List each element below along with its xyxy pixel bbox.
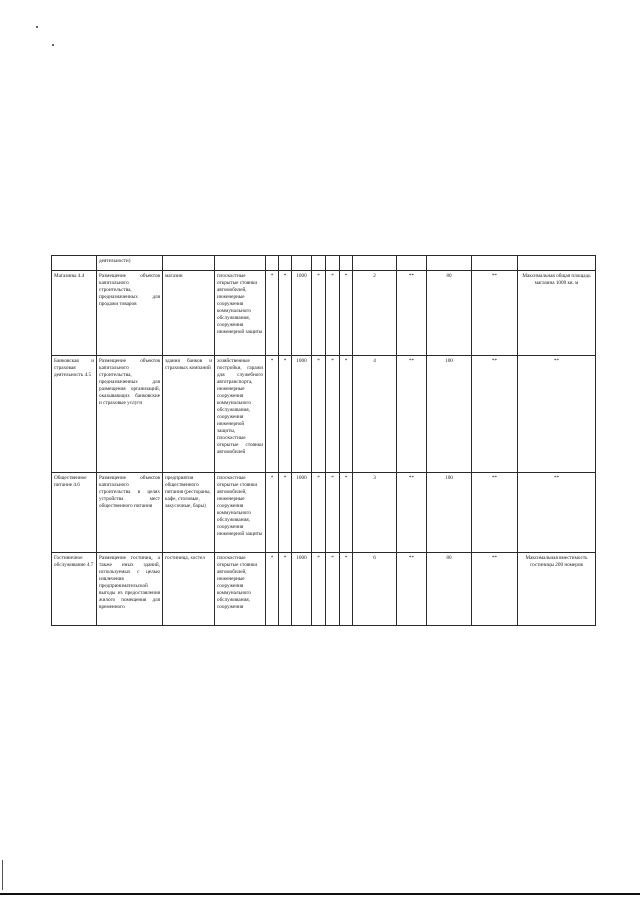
page-bottom-rule [0,893,640,895]
param-cell: * [266,473,279,553]
note-cell: ** [518,356,596,473]
param-cell: * [279,553,292,626]
auxiliary-uses: плоскостные открытые стоянки автомобилей, инженерные сооружения коммунального обслуживания, сооружения инженерной защиты [215,271,266,356]
param-cell: ** [397,553,427,626]
auxiliary-uses: плоскостные открытые стоянки автомобилей, инженерные сооружения коммунального обслуживания, сооружения инженерной защиты [215,473,266,553]
param-cell: ** [472,473,518,553]
param-cell: * [312,553,326,626]
use-type-name: Общественное питание 4.6 [52,473,97,553]
param-cell: ** [472,356,518,473]
param-cell: * [340,473,353,553]
param-cell: * [326,553,340,626]
param-cell: ** [472,553,518,626]
note-cell: ** [518,473,596,553]
param-cell: * [312,356,326,473]
param-cell: * [326,473,340,553]
min-area-cell: 1000 [292,271,312,356]
use-examples: здания банков и страховых компаний [163,356,215,473]
scan-edge-mark [2,860,3,890]
max-floors-cell: 4 [353,356,397,473]
use-description: Размещение объектов капитального строительства, предназначенных для продажи товаров [97,271,163,356]
use-description: Размещение объектов капитального строительства в целях устройства мест общественного питания [97,473,163,553]
use-examples: гостиница, хостел [163,553,215,626]
param-cell: * [340,356,353,473]
max-coverage-cell: 100 [427,356,472,473]
use-type-name: Банковская и страховая деятельность 4.5 [52,356,97,473]
param-cell: * [266,356,279,473]
use-examples: магазин [163,271,215,356]
table-row [52,356,596,473]
min-area-cell: 1000 [292,473,312,553]
param-cell: * [279,473,292,553]
table-row [52,553,596,626]
param-cell: * [340,271,353,356]
param-cell: * [279,271,292,356]
param-cell: * [279,356,292,473]
param-cell: * [340,553,353,626]
land-use-regulations-table [51,255,596,626]
max-floors-cell: 2 [353,271,397,356]
min-area-cell: 1000 [292,553,312,626]
note-cell: Максимальная вместимость гостиницы 200 номеров [518,553,596,626]
max-floors-cell: 6 [353,553,397,626]
param-cell: * [326,356,340,473]
param-cell: * [266,271,279,356]
param-cell: ** [397,473,427,553]
table-row [52,271,596,356]
param-cell: * [266,553,279,626]
param-cell: * [326,271,340,356]
activity-continuation-cell: деятельности) [97,256,163,271]
max-coverage-cell: 80 [427,553,472,626]
param-cell: ** [397,356,427,473]
max-coverage-cell: 100 [427,473,472,553]
use-type-name: Гостиничное обслуживание 4.7 [52,553,97,626]
param-cell: ** [397,271,427,356]
param-cell: * [312,271,326,356]
param-cell: ** [472,271,518,356]
scan-speck [36,26,38,28]
note-cell: Максимальная общая площадь магазина 1000 кв. м [518,271,596,356]
param-cell: * [312,473,326,553]
table-row [52,473,596,553]
auxiliary-uses: хозяйственные постройки, гаражи для служебного автотранспорта, инженерные сооружения коммунального обслуживания, сооружения инженерной защиты, плоскостные открытые стоянки автомобилей [215,356,266,473]
use-type-name: Магазины 4.4 [52,271,97,356]
min-area-cell: 1000 [292,356,312,473]
auxiliary-uses: плоскостные открытые стоянки автомобилей, инженерные сооружения коммунального обслуживания, сооружения [215,553,266,626]
max-floors-cell: 3 [353,473,397,553]
use-description: Размещение объектов капитального строительства, предназначенных для размещения организаций, оказывающих банковские и страховые услуги [97,356,163,473]
use-description: Размещение гостиниц, а также иных зданий, используемых с целью извлечения предпринимательской выгоды из предоставления жилого помещения для временного [97,553,163,626]
scan-speck [52,44,54,46]
table-row-continuation [52,256,596,271]
max-coverage-cell: 80 [427,271,472,356]
use-examples: предприятия общественного питания (рестораны, кафе, столовые, закусочные, бары) [163,473,215,553]
